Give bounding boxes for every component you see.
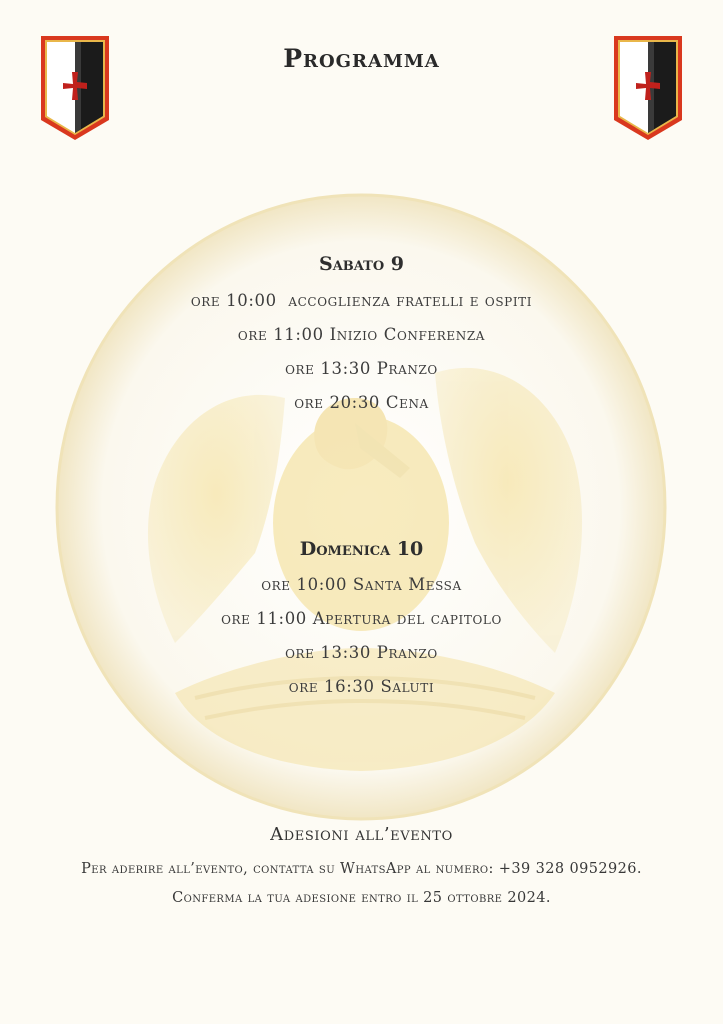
- schedule-item: ore 10:00 accoglienza fratelli e ospiti: [190, 291, 533, 310]
- page-title: Programma: [283, 44, 440, 73]
- deadline-info: Conferma la tua adesione entro il 25 ottobre 2024.: [172, 890, 551, 906]
- schedule-item: ore 10:00 Santa Messa: [261, 575, 462, 594]
- schedule-item: ore 13:30 Pranzo: [285, 643, 438, 662]
- schedule-item: ore 16:30 Saluti: [288, 677, 435, 696]
- adesioni-heading: Adesioni all’evento: [270, 824, 453, 845]
- schedule-item: ore 13:30 Pranzo: [285, 359, 438, 378]
- sunday-section: [0, 538, 723, 704]
- schedule-item: ore 11:00 Inizio Conferenza: [237, 325, 486, 344]
- contact-info: Per aderire all’evento, contatta su WhatsApp al numero: +39 328 0952926.: [81, 861, 642, 877]
- schedule-item: ore 11:00 Apertura del capitolo: [221, 609, 502, 628]
- saturday-section: [0, 253, 723, 420]
- sunday-heading: Domenica 10: [299, 538, 424, 560]
- schedule-item: ore 20:30 Cena: [294, 393, 429, 412]
- saturday-heading: Sabato 9: [318, 253, 404, 275]
